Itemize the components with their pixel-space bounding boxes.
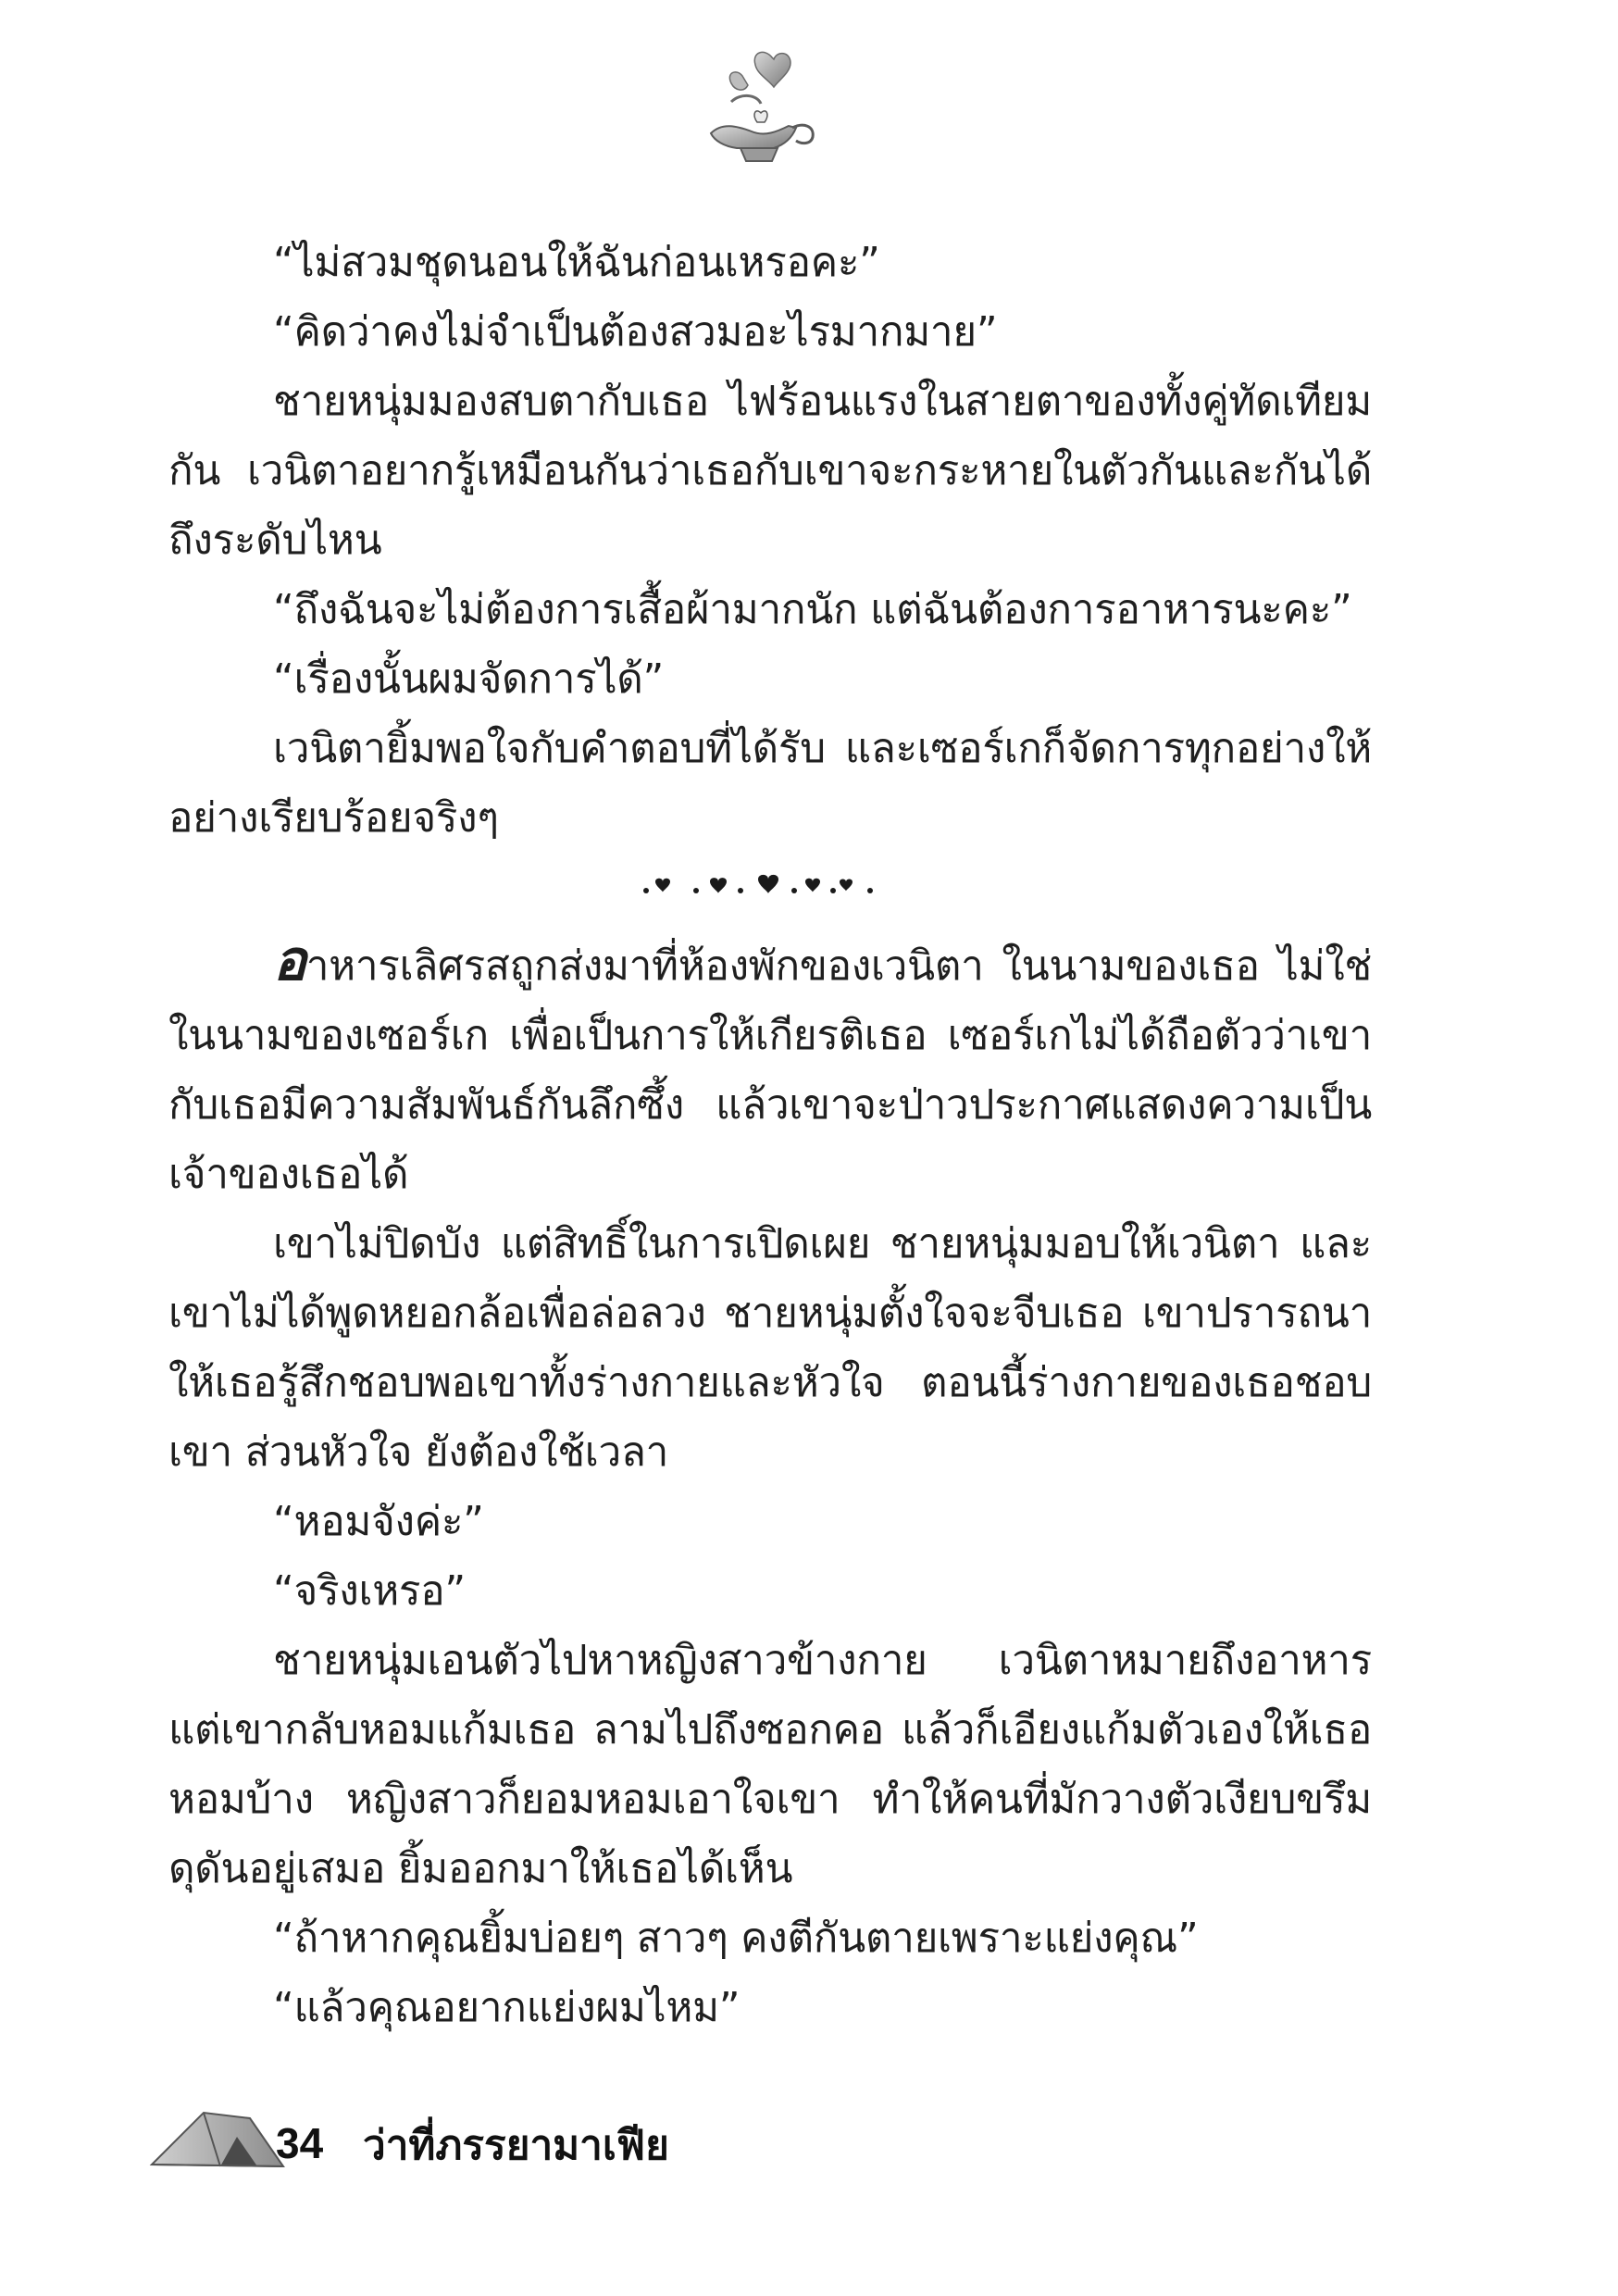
book-title: ว่าที่ภรรยามาเฟีย bbox=[363, 2122, 669, 2169]
page-number: 34 bbox=[276, 2119, 324, 2167]
paragraph-dialogue-2: “คิดว่าคงไม่จำเป็นต้องสวมอะไรมากมาย” bbox=[273, 308, 998, 356]
top-text-block bbox=[168, 228, 1372, 853]
paragraph-dialogue-8: “แล้วคุณอยากแย่งผมไหม” bbox=[273, 1984, 741, 2031]
paragraph-narration-1: ชายหนุ่มมองสบตากับเธอ ไฟร้อนแรงในสายตาของทั้งคู่ทัดเทียมกัน เวนิตาอยากรู้เหมือนกันว่าเธอกับเขาจะกระหายในตัวกันและกันได้ถึงระดับไหน bbox=[168, 378, 1372, 564]
page-footer bbox=[148, 2100, 981, 2192]
paragraph-dialogue-5: “หอมจังค่ะ” bbox=[273, 1498, 484, 1545]
paragraph-dialogue-4: “เรื่องนั้นผมจัดการได้” bbox=[273, 655, 665, 703]
paragraph-section-opening-text: าหารเลิศรสถูกส่งมาที่ห้องพักของเวนิตา ในนามของเธอ ไม่ใช่ในนามของเซอร์เก เพื่อเป็นการให้เกียรติเธอ เซอร์เกไม่ได้ถือตัวว่าเขากับเธอมีความสัมพันธ์กันลึกซึ้ง แล้วเขาจะป่าวประกาศแสดงความเป็นเจ้าของเธอได้ bbox=[168, 942, 1372, 1198]
paragraph-dialogue-7: “ถ้าหากคุณยิ้มบ่อยๆ สาวๆ คงตีกันตายเพราะแย่งคุณ” bbox=[273, 1915, 1199, 1962]
paragraph-narration-2: เวนิตายิ้มพอใจกับคำตอบที่ได้รับ และเซอร์เกก็จัดการทุกอย่างให้อย่างเรียบร้อยจริงๆ bbox=[168, 725, 1372, 842]
paragraph-narration-3: เขาไม่ปิดบัง แต่สิทธิ์ในการเปิดเผย ชายหนุ่มมอบให้เวนิตา และเขาไม่ได้พูดหยอกล้อเพื่อล่อลวง ชายหนุ่มตั้งใจจะจีบเธอ เขาปรารถนาให้เธอรู้สึกชอบพอเขาทั้งร่างกายและหัวใจ ตอนนี้ร่างกายของเธอชอบเขา ส่วนหัวใจ ยังต้องใช้เวลา bbox=[168, 1220, 1372, 1476]
paragraph-section-opening bbox=[168, 931, 1372, 1209]
paragraph-dialogue-6: “จริงเหรอ” bbox=[273, 1567, 466, 1615]
lamp-cupid-icon bbox=[700, 48, 820, 178]
paragraph-dialogue-1: “ไม่สวมชุดนอนให้ฉันก่อนเหรอคะ” bbox=[273, 239, 880, 286]
paragraph-narration-4: ชายหนุ่มเอนตัวไปหาหญิงสาวข้างกาย เวนิตาหมายถึงอาหาร แต่เขากลับหอมแก้มเธอ ลามไปถึงซอกคอ แล้วก็เอียงแก้มตัวเองให้เธอหอมบ้าง หญิงสาวก็ยอมหอมเอาใจเขา ทำให้คนที่มักวางตัวเงียบขรึมดุดันอยู่เสมอ ยิ้มออกมาให้เธอได้เห็น bbox=[168, 1637, 1372, 1892]
hearts-divider-icon bbox=[639, 870, 879, 907]
section-2-text-block bbox=[168, 931, 1372, 2042]
tent-icon bbox=[148, 2100, 287, 2183]
drop-cap: อ bbox=[273, 929, 306, 993]
paragraph-dialogue-3: “ถึงฉันจะไม่ต้องการเสื้อผ้ามากนัก แต่ฉันต้องการอาหารนะคะ” bbox=[273, 586, 1352, 633]
